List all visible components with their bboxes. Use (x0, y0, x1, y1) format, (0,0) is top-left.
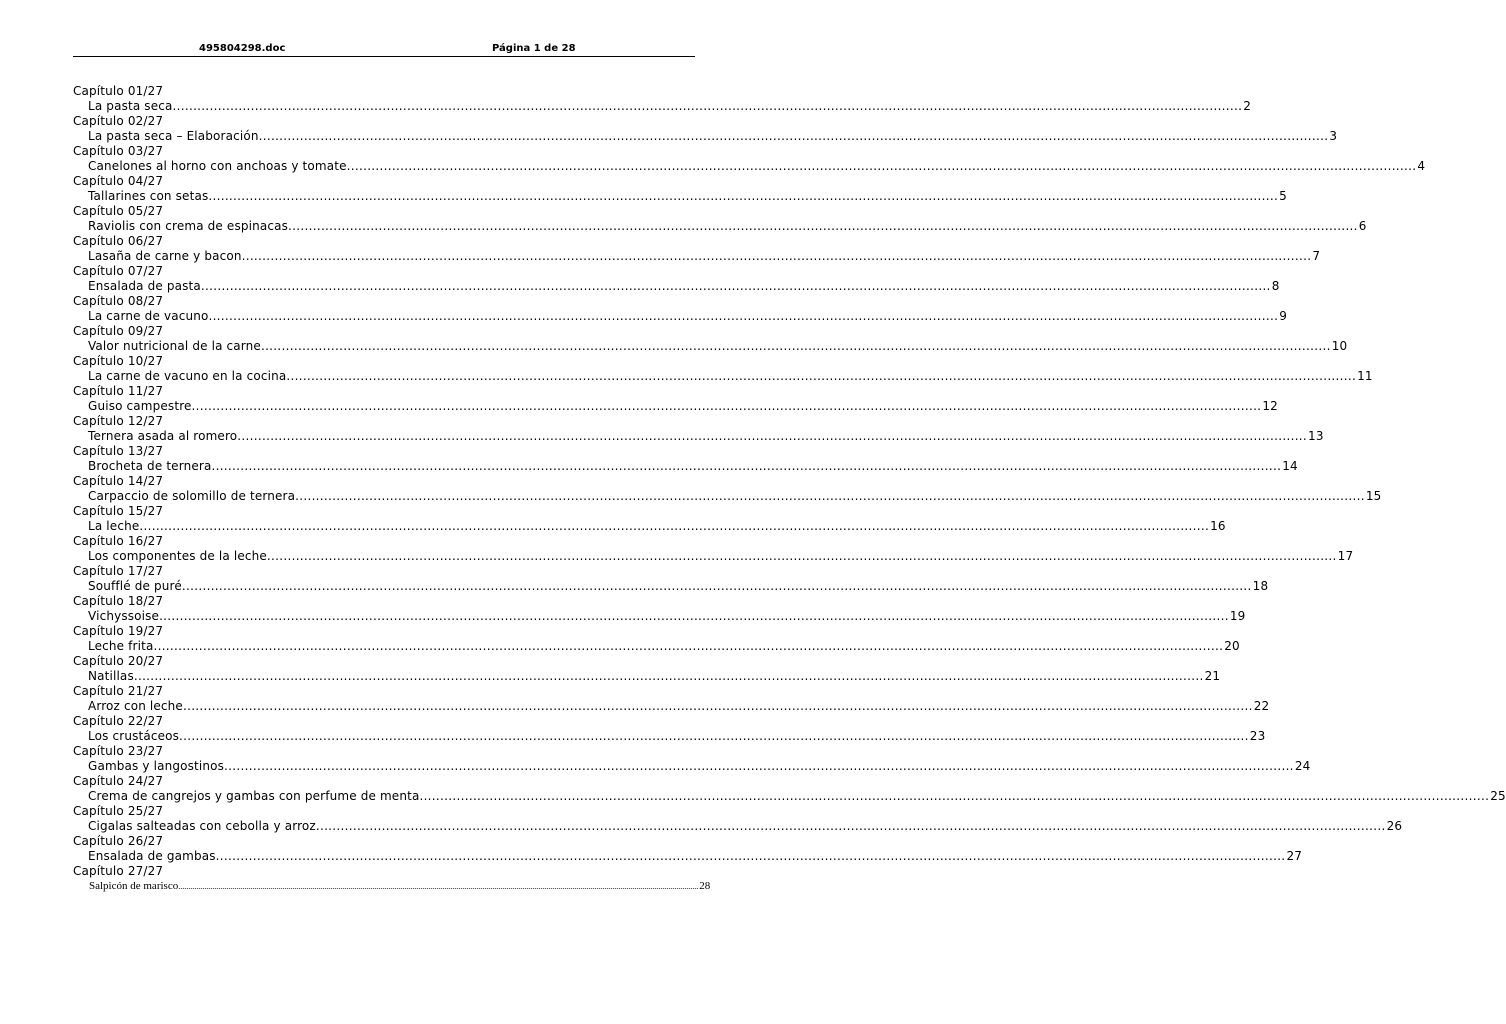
toc-chapter (73, 414, 1324, 444)
dot-leader: .................................................................................................................................................................................................................................................................... (159, 609, 1229, 623)
toc-chapter (73, 534, 1354, 564)
toc-entry[interactable] (73, 219, 1367, 234)
dot-leader: .................................................................................................................................................................................................................................................................... (288, 219, 1358, 233)
toc-entry-page: 4 (1417, 159, 1426, 173)
dot-leader: .................................................................................................................................................................................................................................................................... (208, 189, 1279, 203)
toc-entry-title: Lasaña de carne y bacon (88, 249, 242, 263)
toc-entry-page: 3 (1329, 129, 1338, 143)
toc-entry-title: La carne de vacuno (88, 309, 209, 323)
toc-entry-title: Natillas (88, 669, 134, 683)
toc-entry-page: 28 (699, 880, 711, 892)
toc-entry-title: Crema de cangrejos y gambas con perfume de menta (88, 789, 420, 803)
toc-chapter (73, 594, 1246, 624)
dot-leader: .................................................................................................................................................................................................................................................................... (237, 429, 1308, 443)
table-of-contents (73, 84, 1506, 894)
toc-entry[interactable] (73, 129, 1338, 144)
toc-entry[interactable] (73, 249, 1321, 264)
toc-chapter (73, 654, 1221, 684)
dot-leader: .................................................................................................................................................................................................................................................................... (181, 579, 1252, 593)
toc-entry-title: Tallarines con setas (88, 189, 209, 203)
toc-chapter (73, 744, 1311, 774)
dot-leader: .................................................................................................................................................................................................................................................................... (200, 279, 1271, 293)
toc-entry[interactable] (73, 309, 1288, 324)
toc-entry-page: 7 (1312, 249, 1321, 263)
chapter-label: Capítulo 17/27 (73, 564, 164, 578)
dot-leader: .................................................................................................................................................................................................................................................................... (295, 489, 1365, 503)
toc-entry[interactable] (73, 519, 1226, 534)
toc-entry-page: 23 (1249, 729, 1266, 743)
toc-entry[interactable] (73, 849, 1303, 864)
dot-leader: .................................................................................................................................................................................................................................................................... (266, 549, 1337, 563)
dot-leader: .................................................................................................................................................................................................................................................................... (133, 669, 1204, 683)
toc-entry[interactable] (73, 489, 1382, 504)
toc-chapter (73, 294, 1288, 324)
chapter-label: Capítulo 24/27 (73, 774, 164, 788)
dot-leader: .................................................................................................................................................................................................................................................................... (260, 339, 1331, 353)
chapter-label: Capítulo 15/27 (73, 504, 164, 518)
toc-entry[interactable] (73, 879, 711, 894)
toc-chapter (73, 624, 1240, 654)
dot-leader: .................................................................................................................................................................................................................................................................... (224, 759, 1294, 773)
toc-chapter (73, 354, 1373, 384)
chapter-label: Capítulo 05/27 (73, 204, 164, 218)
toc-entry[interactable] (73, 99, 1252, 114)
toc-entry[interactable] (73, 639, 1240, 654)
toc-entry-page: 2 (1243, 99, 1252, 113)
toc-entry-title: Los crustáceos (88, 729, 180, 743)
chapter-label: Capítulo 13/27 (73, 444, 164, 458)
chapter-label: Capítulo 14/27 (73, 474, 164, 488)
toc-entry-page: 13 (1308, 429, 1324, 443)
chapter-label: Capítulo 16/27 (73, 534, 164, 548)
toc-entry[interactable] (73, 399, 1278, 414)
toc-entry[interactable] (73, 339, 1348, 354)
toc-chapter (73, 84, 1252, 114)
toc-entry-page: 27 (1286, 849, 1303, 863)
dot-leader: .................................................................................................................................................................................................................................................................... (241, 249, 1312, 263)
toc-chapter (73, 564, 1269, 594)
toc-entry-title: Leche frita (88, 639, 154, 653)
toc-entry-title: Ensalada de pasta (88, 279, 201, 293)
toc-chapter (73, 114, 1338, 144)
toc-entry-page: 5 (1279, 189, 1287, 203)
toc-entry[interactable] (73, 549, 1354, 564)
toc-entry[interactable] (73, 429, 1324, 444)
toc-entry-title: Canelones al horno con anchoas y tomate (88, 159, 347, 173)
chapter-label: Capítulo 26/27 (73, 834, 164, 848)
dot-leader: .................................................................................................................................................................................................................................................................... (191, 399, 1262, 413)
toc-entry-title: Brocheta de ternera (88, 459, 212, 473)
toc-chapter (73, 834, 1303, 864)
toc-chapter (73, 474, 1382, 504)
toc-entry-page: 12 (1262, 399, 1278, 413)
chapter-label: Capítulo 03/27 (73, 144, 164, 158)
toc-entry-page: 25 (1490, 789, 1506, 803)
header-filename: 495804298.doc (199, 43, 286, 54)
chapter-label: Capítulo 21/27 (73, 684, 164, 698)
chapter-label: Capítulo 02/27 (73, 114, 164, 128)
header-page-number: Página 1 de 28 (492, 43, 576, 54)
toc-entry-page: 14 (1282, 459, 1298, 473)
toc-entry-page: 15 (1365, 489, 1382, 503)
toc-chapter (73, 384, 1278, 414)
page-header (73, 42, 695, 57)
dot-leader: .................................................................................................................................................................................................................................................................... (346, 159, 1417, 173)
toc-entry[interactable] (73, 699, 1270, 714)
chapter-label: Capítulo 22/27 (73, 714, 164, 728)
toc-entry-title: Cigalas salteadas con cebolla y arroz (88, 819, 316, 833)
toc-entry-title: La pasta seca (88, 99, 173, 113)
toc-chapter (73, 804, 1403, 834)
toc-chapter (73, 174, 1287, 204)
toc-entry-title: Vichyssoise (88, 609, 160, 623)
toc-entry[interactable] (73, 819, 1403, 834)
toc-entry-page: 10 (1331, 339, 1348, 353)
chapter-label: Capítulo 23/27 (73, 744, 164, 758)
toc-entry[interactable] (73, 189, 1287, 204)
toc-entry-page: 9 (1279, 309, 1288, 323)
toc-entry-title: La leche (88, 519, 140, 533)
chapter-label: Capítulo 20/27 (73, 654, 164, 668)
toc-entry-page: 16 (1210, 519, 1226, 533)
dot-leader: .................................................................................................................................................................................................................................................................... (172, 99, 1243, 113)
toc-chapter (73, 324, 1348, 354)
toc-chapter (73, 234, 1321, 264)
toc-entry-page: 8 (1271, 279, 1280, 293)
chapter-label: Capítulo 19/27 (73, 624, 164, 638)
dot-leader: .................................................................................................................................................................................................................................................................... (286, 369, 1357, 383)
dot-leader: .................................................................................................................................................................................................................................................................... (215, 849, 1286, 863)
toc-entry-title: La pasta seca – Elaboración (88, 129, 259, 143)
toc-chapter (73, 684, 1270, 714)
toc-entry-title: Gambas y langostinos (88, 759, 225, 773)
chapter-label: Capítulo 06/27 (73, 234, 164, 248)
toc-entry[interactable] (73, 789, 1506, 804)
toc-entry-page: 19 (1229, 609, 1246, 623)
dot-leader: .................................................................................................................................................................................................................................................................... (153, 639, 1224, 653)
toc-chapter (73, 444, 1298, 474)
chapter-label: Capítulo 27/27 (73, 864, 164, 878)
dot-leader: .................................................................................................................................................................................................................................................................... (178, 882, 699, 891)
toc-chapter (73, 864, 711, 894)
toc-entry-page: 18 (1252, 579, 1269, 593)
toc-chapter (73, 714, 1266, 744)
toc-entry-title: Salpicón de marisco (89, 880, 179, 892)
toc-entry-title: Arroz con leche (88, 699, 183, 713)
toc-chapter (73, 264, 1280, 294)
chapter-label: Capítulo 12/27 (73, 414, 164, 428)
toc-entry[interactable] (73, 759, 1311, 774)
toc-entry-title: Raviolis con crema de espinacas (88, 219, 289, 233)
toc-entry-title: Carpaccio de solomillo de ternera (88, 489, 296, 503)
toc-entry-title: Valor nutricional de la carne (88, 339, 261, 353)
dot-leader: .................................................................................................................................................................................................................................................................... (258, 129, 1329, 143)
toc-entry-page: 20 (1224, 639, 1240, 653)
chapter-label: Capítulo 01/27 (73, 84, 164, 98)
chapter-label: Capítulo 25/27 (73, 804, 164, 818)
toc-chapter (73, 504, 1226, 534)
toc-chapter (73, 774, 1506, 804)
toc-entry-title: Soufflé de puré (88, 579, 182, 593)
dot-leader: .................................................................................................................................................................................................................................................................... (211, 459, 1282, 473)
chapter-label: Capítulo 07/27 (73, 264, 164, 278)
toc-entry[interactable] (73, 609, 1246, 624)
dot-leader: .................................................................................................................................................................................................................................................................... (208, 309, 1279, 323)
toc-entry-title: La carne de vacuno en la cocina (88, 369, 287, 383)
toc-entry-title: Guiso campestre (88, 399, 192, 413)
toc-entry-page: 11 (1357, 369, 1373, 383)
toc-entry-page: 6 (1358, 219, 1367, 233)
toc-chapter (73, 144, 1426, 174)
toc-entry[interactable] (73, 279, 1280, 294)
toc-chapter (73, 204, 1367, 234)
chapter-label: Capítulo 11/27 (73, 384, 164, 398)
chapter-label: Capítulo 18/27 (73, 594, 164, 608)
toc-entry-page: 17 (1337, 549, 1354, 563)
chapter-label: Capítulo 08/27 (73, 294, 164, 308)
toc-entry-page: 21 (1204, 669, 1221, 683)
dot-leader: .................................................................................................................................................................................................................................................................... (139, 519, 1210, 533)
toc-entry-page: 22 (1253, 699, 1270, 713)
dot-leader: .................................................................................................................................................................................................................................................................... (315, 819, 1386, 833)
toc-entry-page: 24 (1294, 759, 1311, 773)
dot-leader: .................................................................................................................................................................................................................................................................... (182, 699, 1253, 713)
toc-entry[interactable] (73, 669, 1221, 684)
chapter-label: Capítulo 09/27 (73, 324, 164, 338)
chapter-label: Capítulo 10/27 (73, 354, 164, 368)
toc-entry-title: Ternera asada al romero (88, 429, 238, 443)
toc-entry[interactable] (73, 159, 1426, 174)
toc-entry[interactable] (73, 729, 1266, 744)
toc-entry[interactable] (73, 369, 1373, 384)
chapter-label: Capítulo 04/27 (73, 174, 164, 188)
dot-leader: .................................................................................................................................................................................................................................................................... (179, 729, 1249, 743)
dot-leader: .................................................................................................................................................................................................................................................................... (419, 789, 1490, 803)
toc-entry[interactable] (73, 459, 1298, 474)
toc-entry[interactable] (73, 579, 1269, 594)
toc-entry-page: 26 (1386, 819, 1403, 833)
toc-entry-title: Ensalada de gambas (88, 849, 216, 863)
toc-entry-title: Los componentes de la leche (88, 549, 267, 563)
